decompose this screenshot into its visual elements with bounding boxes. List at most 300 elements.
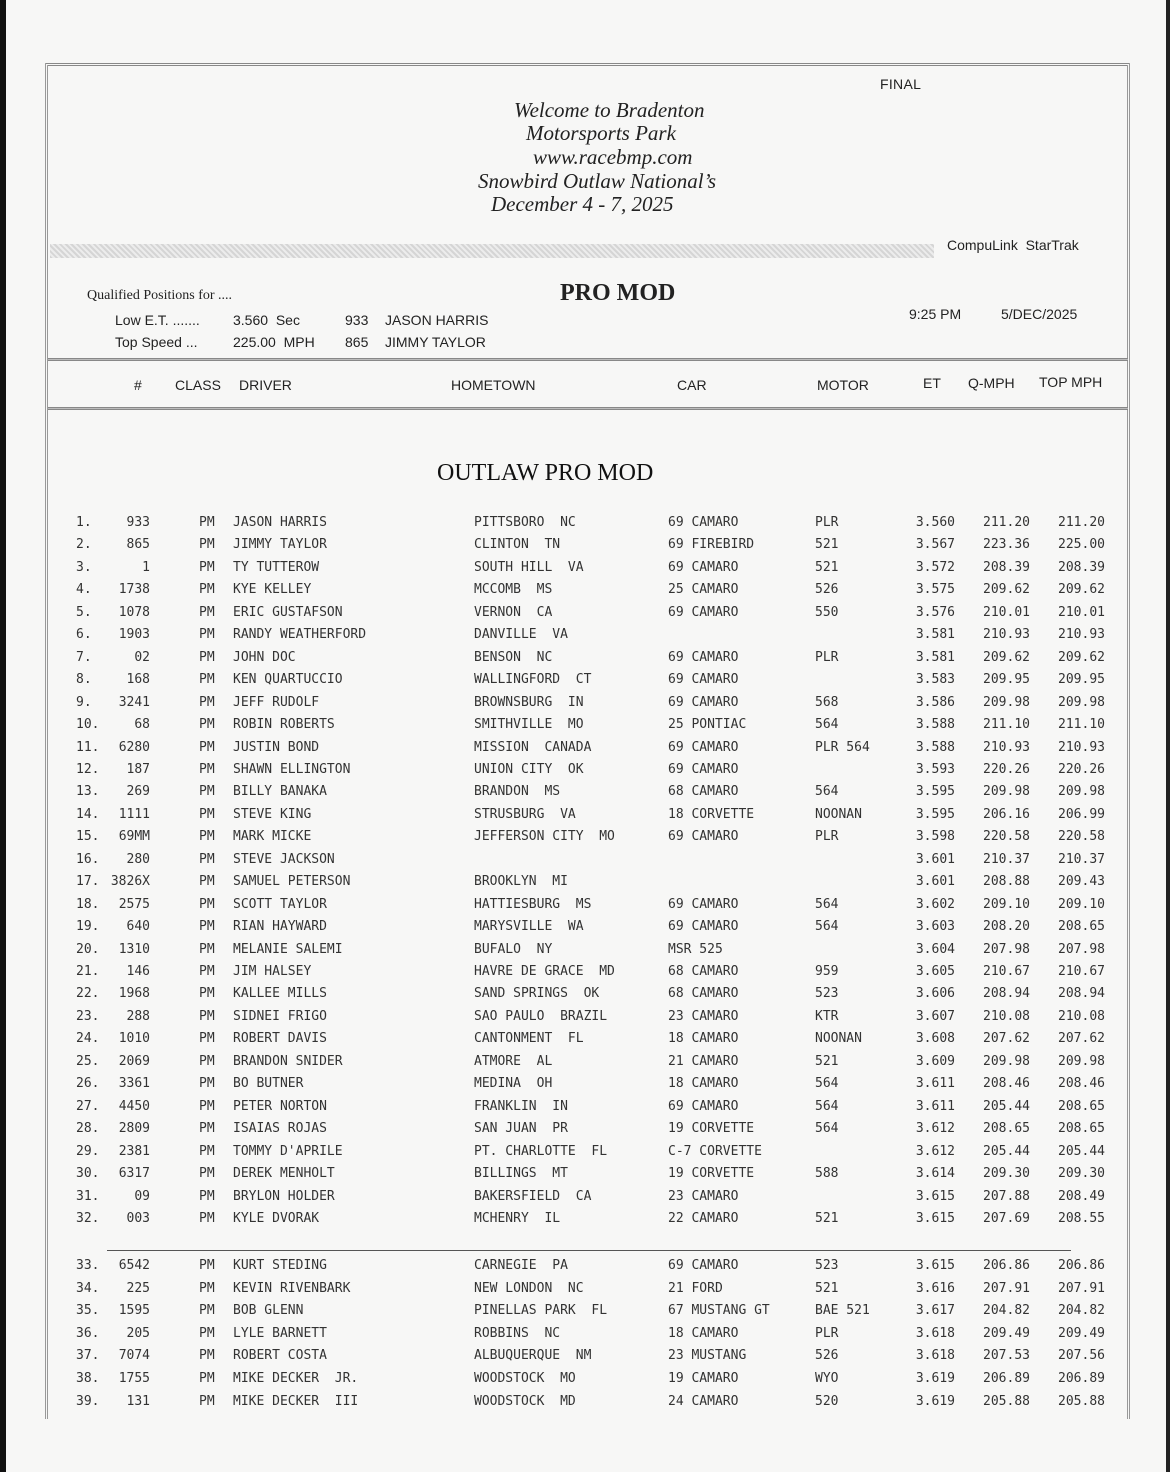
row-motor: 959 <box>815 964 839 979</box>
row-topmph: 209.62 <box>1058 582 1105 598</box>
row-class: PM <box>199 1098 215 1114</box>
row-car-number: 1310 <box>118 941 150 957</box>
row-class: PM <box>199 1258 215 1273</box>
row-class: PM <box>199 1371 215 1386</box>
row-et: 3.606 <box>915 986 955 1002</box>
row-topmph: 208.65 <box>1058 1121 1105 1137</box>
row-position: 11. <box>76 739 100 755</box>
row-car-number: 6317 <box>118 1166 150 1182</box>
row-class: PM <box>199 1325 215 1341</box>
row-driver: ISAIAS ROJAS <box>233 1121 327 1137</box>
row-topmph: 210.01 <box>1058 604 1105 620</box>
row-car: 18 CORVETTE <box>668 806 755 822</box>
row-hometown: BROWNSBURG IN <box>474 694 584 710</box>
row-class: PM <box>199 1031 215 1047</box>
row-car-number: 2575 <box>118 896 150 912</box>
row-car-number: 1078 <box>118 604 150 620</box>
row-position: 25. <box>76 1053 100 1069</box>
shaded-header-bar <box>50 244 934 258</box>
class-title: PRO MOD <box>560 280 676 306</box>
row-motor: 520 <box>815 1393 839 1409</box>
row-position: 37. <box>76 1348 100 1364</box>
welcome-line: Motorsports Park <box>526 121 676 145</box>
row-et: 3.618 <box>915 1325 955 1341</box>
row-qmph: 210.01 <box>983 604 1030 620</box>
row-et: 3.586 <box>915 694 955 710</box>
row-qmph: 208.20 <box>983 919 1030 935</box>
row-motor: 568 <box>815 694 839 710</box>
row-position: 28. <box>76 1121 100 1137</box>
row-et: 3.576 <box>915 604 955 620</box>
row-topmph: 210.93 <box>1058 739 1105 755</box>
row-et: 3.602 <box>915 896 955 912</box>
row-car-number: 1755 <box>118 1371 150 1386</box>
row-car: 25 PONTIAC <box>668 717 747 733</box>
row-qmph: 210.93 <box>983 627 1030 643</box>
row-driver: BRYLON HOLDER <box>233 1188 335 1204</box>
row-driver: JOHN DOC <box>233 649 296 665</box>
row-et: 3.583 <box>915 672 955 688</box>
row-et: 3.588 <box>915 717 955 733</box>
row-hometown: SAND SPRINGS OK <box>474 986 600 1002</box>
row-qmph: 208.94 <box>983 986 1030 1002</box>
row-driver: ROBIN ROBERTS <box>233 717 335 733</box>
row-position: 22. <box>76 986 100 1002</box>
row-topmph: 206.89 <box>1058 1371 1105 1386</box>
row-driver: KYLE DVORAK <box>233 1210 320 1226</box>
row-hometown: MEDINA OH <box>474 1076 553 1092</box>
row-topmph: 205.88 <box>1058 1393 1105 1409</box>
row-position: 2. <box>76 537 92 553</box>
row-motor: 521 <box>815 537 839 553</box>
row-topmph: 207.98 <box>1058 941 1105 957</box>
row-motor: PLR <box>815 515 839 530</box>
top-speed-value: 225.00 MPH <box>233 334 315 350</box>
row-qmph: 207.69 <box>983 1210 1030 1226</box>
row-et: 3.604 <box>915 941 955 957</box>
row-car-number: 187 <box>126 761 150 777</box>
status-label: FINAL <box>880 76 922 92</box>
row-class: PM <box>199 851 215 867</box>
header-rule-top <box>48 358 1128 361</box>
row-driver: JIM HALSEY <box>233 964 312 979</box>
row-class: PM <box>199 1166 215 1182</box>
row-car: 68 CAMARO <box>668 986 739 1002</box>
row-motor: 564 <box>815 1121 839 1137</box>
row-qmph: 207.98 <box>983 941 1030 957</box>
row-class: PM <box>199 761 215 777</box>
row-class: PM <box>199 919 215 935</box>
row-qmph: 208.65 <box>983 1121 1030 1137</box>
row-qmph: 210.67 <box>983 964 1030 979</box>
row-car: 21 CAMARO <box>668 1053 739 1069</box>
row-car-number: 1968 <box>118 986 150 1002</box>
row-driver: TY TUTTEROW <box>233 559 320 575</box>
row-car: 69 CAMARO <box>668 649 739 665</box>
top-speed-car: 865 <box>345 334 369 350</box>
row-driver: SCOTT TAYLOR <box>233 896 327 912</box>
row-position: 18. <box>76 896 100 912</box>
row-class: PM <box>199 941 215 957</box>
row-qmph: 210.37 <box>983 851 1030 867</box>
low-et-driver: JASON HARRIS <box>385 312 489 328</box>
row-qmph: 204.82 <box>983 1303 1030 1319</box>
row-car: 22 CAMARO <box>668 1210 739 1226</box>
row-car-number: 640 <box>126 919 150 935</box>
row-et: 3.608 <box>915 1031 955 1047</box>
row-position: 29. <box>76 1143 100 1159</box>
row-car: C-7 CORVETTE <box>668 1143 762 1159</box>
row-hometown: STRUSBURG VA <box>474 806 576 822</box>
row-position: 21. <box>76 964 100 979</box>
row-qmph: 220.26 <box>983 761 1030 777</box>
vendor-label: CompuLink StarTrak <box>947 237 1079 253</box>
row-driver: JASON HARRIS <box>233 515 327 530</box>
row-class: PM <box>199 559 215 575</box>
row-position: 26. <box>76 1076 100 1092</box>
row-hometown: PITTSBORO NC <box>474 515 576 530</box>
row-motor: PLR <box>815 1325 839 1341</box>
row-qmph: 208.39 <box>983 559 1030 575</box>
row-class: PM <box>199 784 215 800</box>
row-qmph: 220.58 <box>983 829 1030 845</box>
row-motor: NOONAN <box>815 1031 862 1047</box>
row-car-number: 2069 <box>118 1053 150 1069</box>
row-driver: JEFF RUDOLF <box>233 694 320 710</box>
row-car: 24 CAMARO <box>668 1393 739 1409</box>
row-driver: KURT STEDING <box>233 1258 327 1273</box>
row-topmph: 210.67 <box>1058 964 1105 979</box>
row-et: 3.614 <box>915 1166 955 1182</box>
row-motor: 523 <box>815 1258 839 1273</box>
row-class: PM <box>199 717 215 733</box>
row-topmph: 209.98 <box>1058 784 1105 800</box>
photo-edge-left <box>0 0 6 1472</box>
row-class: PM <box>199 806 215 822</box>
low-et-value: 3.560 Sec <box>233 312 300 328</box>
row-motor: 564 <box>815 896 839 912</box>
row-topmph: 211.20 <box>1058 515 1105 530</box>
row-car: 18 CAMARO <box>668 1325 739 1341</box>
row-topmph: 208.39 <box>1058 559 1105 575</box>
row-topmph: 209.98 <box>1058 1053 1105 1069</box>
row-car-number: 168 <box>126 672 150 688</box>
row-driver: KEN QUARTUCCIO <box>233 672 343 688</box>
row-qmph: 207.53 <box>983 1348 1030 1364</box>
row-class: PM <box>199 1008 215 1024</box>
row-et: 3.593 <box>915 761 955 777</box>
row-position: 8. <box>76 672 92 688</box>
row-car-number: 1903 <box>118 627 150 643</box>
row-motor: WYO <box>815 1371 839 1386</box>
row-position: 19. <box>76 919 100 935</box>
row-et: 3.615 <box>915 1258 955 1273</box>
row-car: 69 CAMARO <box>668 694 739 710</box>
row-class: PM <box>199 1121 215 1137</box>
row-driver: KYE KELLEY <box>233 582 312 598</box>
row-qmph: 209.98 <box>983 784 1030 800</box>
row-car: 25 CAMARO <box>668 582 739 598</box>
row-car-number: 1595 <box>118 1303 150 1319</box>
row-hometown: NEW LONDON NC <box>474 1280 584 1296</box>
row-class: PM <box>199 1393 215 1409</box>
row-topmph: 220.26 <box>1058 761 1105 777</box>
row-class: PM <box>199 537 215 553</box>
row-qmph: 210.08 <box>983 1008 1030 1024</box>
row-car: 69 CAMARO <box>668 559 739 575</box>
report-date: 5/DEC/2025 <box>1001 306 1078 322</box>
row-car-number: 933 <box>126 515 150 530</box>
welcome-line: Welcome to Bradenton <box>514 98 705 122</box>
row-topmph: 205.44 <box>1058 1143 1105 1159</box>
row-et: 3.601 <box>915 851 955 867</box>
row-motor: 526 <box>815 582 839 598</box>
row-topmph: 225.00 <box>1058 537 1105 553</box>
col-header-topmph: TOP MPH <box>1039 374 1103 390</box>
row-qmph: 205.88 <box>983 1393 1030 1409</box>
row-car-number: 3826X <box>110 874 150 890</box>
row-driver: BRANDON SNIDER <box>233 1053 343 1069</box>
row-car-number: 69MM <box>118 829 150 845</box>
row-motor: PLR <box>815 649 839 665</box>
row-position: 33. <box>76 1258 100 1273</box>
row-et: 3.595 <box>915 784 955 800</box>
row-car: 21 FORD <box>668 1280 723 1296</box>
row-et: 3.611 <box>915 1098 955 1114</box>
row-hometown: BAKERSFIELD CA <box>474 1188 592 1204</box>
row-car-number: 225 <box>126 1280 150 1296</box>
row-class: PM <box>199 515 215 530</box>
row-hometown: MCHENRY IL <box>474 1210 561 1226</box>
row-position: 7. <box>76 649 92 665</box>
row-qmph: 208.46 <box>983 1076 1030 1092</box>
top-speed-driver: JIMMY TAYLOR <box>385 334 486 350</box>
row-position: 13. <box>76 784 100 800</box>
photo-edge-right <box>1166 0 1170 1472</box>
row-driver: MARK MICKE <box>233 829 312 845</box>
row-hometown: JEFFERSON CITY MO <box>474 829 615 845</box>
row-hometown: HATTIESBURG MS <box>474 896 592 912</box>
row-position: 38. <box>76 1371 100 1386</box>
row-car-number: 3361 <box>118 1076 150 1092</box>
row-et: 3.572 <box>915 559 955 575</box>
qualified-label: Qualified Positions for .... <box>87 288 233 303</box>
row-driver: ROBERT DAVIS <box>233 1031 327 1047</box>
row-driver: JUSTIN BOND <box>233 739 320 755</box>
row-motor: PLR 564 <box>815 739 870 755</box>
row-car: 69 CAMARO <box>668 739 739 755</box>
row-car: 69 FIREBIRD <box>668 537 755 553</box>
row-qmph: 210.93 <box>983 739 1030 755</box>
row-qmph: 206.16 <box>983 806 1030 822</box>
row-qmph: 211.20 <box>983 515 1030 530</box>
row-driver: ERIC GUSTAFSON <box>233 604 343 620</box>
row-car: 19 CORVETTE <box>668 1166 755 1182</box>
row-class: PM <box>199 1076 215 1092</box>
row-position: 27. <box>76 1098 100 1114</box>
row-class: PM <box>199 672 215 688</box>
row-et: 3.619 <box>915 1393 955 1409</box>
col-header-qmph: Q-MPH <box>968 375 1015 391</box>
row-qmph: 205.44 <box>983 1098 1030 1114</box>
row-et: 3.601 <box>915 874 955 890</box>
row-class: PM <box>199 1348 215 1364</box>
row-position: 6. <box>76 627 92 643</box>
row-position: 36. <box>76 1325 100 1341</box>
row-class: PM <box>199 582 215 598</box>
row-et: 3.619 <box>915 1371 955 1386</box>
row-class: PM <box>199 986 215 1002</box>
row-et: 3.607 <box>915 1008 955 1024</box>
row-driver: MIKE DECKER JR. <box>233 1371 359 1386</box>
row-et: 3.618 <box>915 1348 955 1364</box>
row-hometown: ATMORE AL <box>474 1053 553 1069</box>
row-class: PM <box>199 1303 215 1319</box>
row-driver: LYLE BARNETT <box>233 1325 327 1341</box>
row-driver: ROBERT COSTA <box>233 1348 327 1364</box>
row-qmph: 209.95 <box>983 672 1030 688</box>
row-motor: 521 <box>815 1280 839 1296</box>
low-et-label: Low E.T. ....... <box>115 312 200 328</box>
row-et: 3.560 <box>915 515 955 530</box>
col-header-et: ET <box>923 375 941 391</box>
row-topmph: 206.99 <box>1058 806 1105 822</box>
row-hometown: BRANDON MS <box>474 784 561 800</box>
row-position: 12. <box>76 761 100 777</box>
row-et: 3.567 <box>915 537 955 553</box>
row-car: 69 CAMARO <box>668 604 739 620</box>
row-driver: BO BUTNER <box>233 1076 304 1092</box>
row-hometown: DANVILLE VA <box>474 627 568 643</box>
row-topmph: 209.43 <box>1058 874 1105 890</box>
col-header-num: # <box>134 377 142 393</box>
row-class: PM <box>199 739 215 755</box>
col-header-car: CAR <box>677 377 707 393</box>
row-car-number: 1738 <box>118 582 150 598</box>
row-position: 1. <box>76 515 92 530</box>
row-topmph: 209.10 <box>1058 896 1105 912</box>
low-et-line <box>115 312 488 328</box>
row-hometown: ROBBINS NC <box>474 1325 561 1341</box>
row-topmph: 208.46 <box>1058 1076 1105 1092</box>
row-car-number: 1 <box>142 559 150 575</box>
row-qmph: 206.86 <box>983 1258 1030 1273</box>
row-position: 31. <box>76 1188 100 1204</box>
row-driver: MIKE DECKER III <box>233 1393 359 1409</box>
row-hometown: BROOKLYN MI <box>474 874 568 890</box>
row-qmph: 207.88 <box>983 1188 1030 1204</box>
col-header-motor: MOTOR <box>817 377 869 393</box>
row-class: PM <box>199 874 215 890</box>
row-position: 9. <box>76 694 92 710</box>
row-et: 3.617 <box>915 1303 955 1319</box>
row-driver: TOMMY D'APRILE <box>233 1143 343 1159</box>
row-car-number: 1111 <box>118 806 150 822</box>
row-position: 5. <box>76 604 92 620</box>
row-hometown: ALBUQUERQUE NM <box>474 1348 592 1364</box>
row-et: 3.605 <box>915 964 955 979</box>
row-et: 3.581 <box>915 649 955 665</box>
row-topmph: 207.56 <box>1058 1348 1105 1364</box>
row-topmph: 208.49 <box>1058 1188 1105 1204</box>
row-driver: STEVE KING <box>233 806 312 822</box>
top-speed-line <box>115 334 486 350</box>
row-car-number: 003 <box>126 1210 150 1226</box>
row-hometown: UNION CITY OK <box>474 761 584 777</box>
row-car: 69 CAMARO <box>668 919 739 935</box>
row-hometown: PINELLAS PARK FL <box>474 1303 608 1319</box>
header-rule-bottom <box>48 407 1128 410</box>
row-topmph: 208.65 <box>1058 919 1105 935</box>
row-car-number: 1010 <box>118 1031 150 1047</box>
row-car: MSR 525 <box>668 941 723 957</box>
row-car-number: 865 <box>126 537 150 553</box>
row-car-number: 205 <box>126 1325 150 1341</box>
row-motor: 564 <box>815 784 839 800</box>
row-topmph: 209.62 <box>1058 649 1105 665</box>
row-motor: 521 <box>815 1210 839 1226</box>
row-driver: KEVIN RIVENBARK <box>233 1280 351 1296</box>
row-topmph: 208.55 <box>1058 1210 1105 1226</box>
row-topmph: 210.93 <box>1058 627 1105 643</box>
row-car-number: 6542 <box>118 1258 150 1273</box>
qualifying-cutoff-line <box>107 1250 1071 1251</box>
row-et: 3.603 <box>915 919 955 935</box>
row-motor: 588 <box>815 1166 839 1182</box>
row-motor: 564 <box>815 717 839 733</box>
row-qmph: 205.44 <box>983 1143 1030 1159</box>
row-hometown: MISSION CANADA <box>474 739 592 755</box>
row-et: 3.611 <box>915 1076 955 1092</box>
row-hometown: SOUTH HILL VA <box>474 559 584 575</box>
row-car-number: 280 <box>126 851 150 867</box>
row-car: 19 CAMARO <box>668 1371 739 1386</box>
row-qmph: 206.89 <box>983 1371 1030 1386</box>
row-qmph: 209.30 <box>983 1166 1030 1182</box>
row-hometown: SAN JUAN PR <box>474 1121 568 1137</box>
row-et: 3.616 <box>915 1280 955 1296</box>
row-position: 4. <box>76 582 92 598</box>
row-class: PM <box>199 649 215 665</box>
row-motor: 523 <box>815 986 839 1002</box>
row-class: PM <box>199 829 215 845</box>
row-hometown: MARYSVILLE WA <box>474 919 584 935</box>
row-car-number: 2809 <box>118 1121 150 1137</box>
row-car-number: 68 <box>134 717 150 733</box>
row-qmph: 209.62 <box>983 649 1030 665</box>
row-car-number: 2381 <box>118 1143 150 1159</box>
row-position: 32. <box>76 1210 100 1226</box>
row-driver: JIMMY TAYLOR <box>233 537 327 553</box>
row-driver: SHAWN ELLINGTON <box>233 761 351 777</box>
row-car: 69 CAMARO <box>668 761 739 777</box>
row-class: PM <box>199 604 215 620</box>
row-class: PM <box>199 694 215 710</box>
row-car: 69 CAMARO <box>668 1258 739 1273</box>
row-car: 69 CAMARO <box>668 829 739 845</box>
row-et: 3.615 <box>915 1188 955 1204</box>
row-driver: SIDNEI FRIGO <box>233 1008 327 1024</box>
col-header-driver: DRIVER <box>239 377 292 393</box>
row-car: 18 CAMARO <box>668 1031 739 1047</box>
row-car-number: 288 <box>126 1008 150 1024</box>
low-et-car: 933 <box>345 312 369 328</box>
row-topmph: 210.37 <box>1058 851 1105 867</box>
row-car-number: 131 <box>126 1393 150 1409</box>
row-car: 68 CAMARO <box>668 784 739 800</box>
top-speed-label: Top Speed ... <box>115 334 198 350</box>
row-class: PM <box>199 1210 215 1226</box>
